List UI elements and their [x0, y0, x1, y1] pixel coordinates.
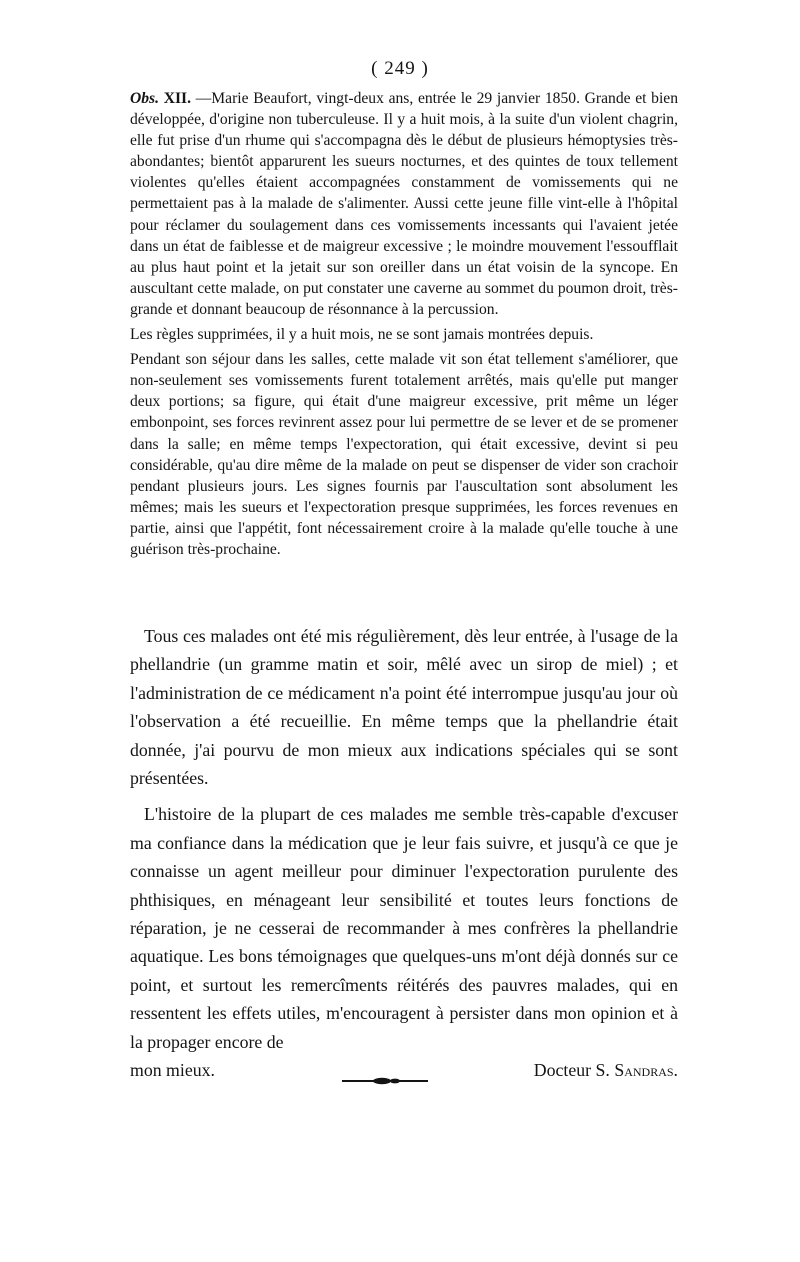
page-number: ( 249 ): [371, 58, 429, 79]
body-paragraph-2-text: L'histoire de la plupart de ces malades me semble très-capable d'excuser ma confiance dans la médication que je leur fais suivre, et jusqu'à ce que je connaisse un agent meilleur pour diminuer l'expectoration purulente des phthisiques, en ménageant leur sensibilité et toutes leurs fonctions de réparation, je ne cesserai de recommander à mes confrères la phellandrie aquatique. Les bons témoignages que quelques-uns m'ont déjà donnés sur ce point, et surtout les remercîments réitérés des pauvres malades, qui en ressentent les effets utiles, m'encouragent à persister dans mon opinion et à la propager encore de: [130, 804, 678, 1052]
signature-name: Sandras.: [614, 1060, 678, 1081]
observation-number: XII.: [163, 90, 192, 107]
signature-title: Docteur S.: [533, 1060, 610, 1081]
observation-xii: [130, 88, 678, 560]
main-text: [130, 622, 678, 1085]
body-paragraph-1: Tous ces malades ont été mis régulièrement, dès leur entrée, à l'usage de la phellandrie (un gramme matin et soir, mêlé avec un sirop de miel) ; et l'administration de ce médicament n'a point été interrompue jusqu'au jour où l'observation a été recueillie. En même temps que la phellandrie était donnée, j'ai pourvu de mon mieux aux indications spéciales qui se sont présentées.: [130, 626, 678, 789]
body-paragraph-2: [130, 800, 678, 1084]
observation-paragraph-3: Pendant son séjour dans les salles, cette malade vit son état tellement s'améliorer, que non-seulement ses vomissements furent totalement arrêtés, mais qu'elle put manger deux portions; sa figure, qui était d'une maigreur excessive, prit même un léger embonpoint, ses forces revinrent assez pour lui permettre de se lever et de se promener dans la salle; en même temps l'expectoration, qui était excessive, devint si peu considérable, qu'au dire même de la malade on peut se dispenser de vider son crachoir pendant plusieurs jours. Les signes fournis par l'auscultation sont absolument les mêmes; mais les sueurs et l'expectoration presque supprimées, les forces revenues en partie, ainsi que l'appétit, font nécessairement croire à la malade qu'elle touche à une guérison très-prochaine.: [130, 351, 678, 558]
observation-paragraph-2: Les règles supprimées, il y a huit mois, ne se sont jamais montrées depuis.: [130, 326, 594, 344]
observation-text-1: —Marie Beaufort, vingt-deux ans, entrée le 29 janvier 1850. Grande et bien développée, d'origine non tuberculeuse. Il y a huit mois, à la suite d'un violent chagrin, elle fut prise d'un rhume qui s'accompagna dès le début de plusieurs hémoptysies très-abondantes; bientôt apparurent les sueurs nocturnes, et des quintes de toux tellement violentes qu'elles étaient accompagnées constamment de vomissements qui ne permettaient pas à la malade de s'alimenter. Aussi cette jeune fille vint-elle à l'hôpital pour réclamer du soulagement dans ces vomissements incessants qui l'avaient jetée dans un état de faiblesse et de maigreur excessive ; le moindre mouvement l'essoufflait au plus haut point et la jetait sur son oreiller dans un état voisin de la syncope. En auscultant cette malade, on put constater une caverne au sommet du poumon droit, très-grande et donnant beaucoup de résonnance à la percussion.: [130, 90, 678, 318]
closing-text: mon mieux.: [130, 1060, 215, 1081]
observation-label: Obs.: [130, 90, 160, 107]
tailpiece-rule-ornament-icon: [340, 1076, 430, 1086]
observation-paragraph-1: [130, 88, 678, 320]
signature: [534, 1056, 678, 1084]
